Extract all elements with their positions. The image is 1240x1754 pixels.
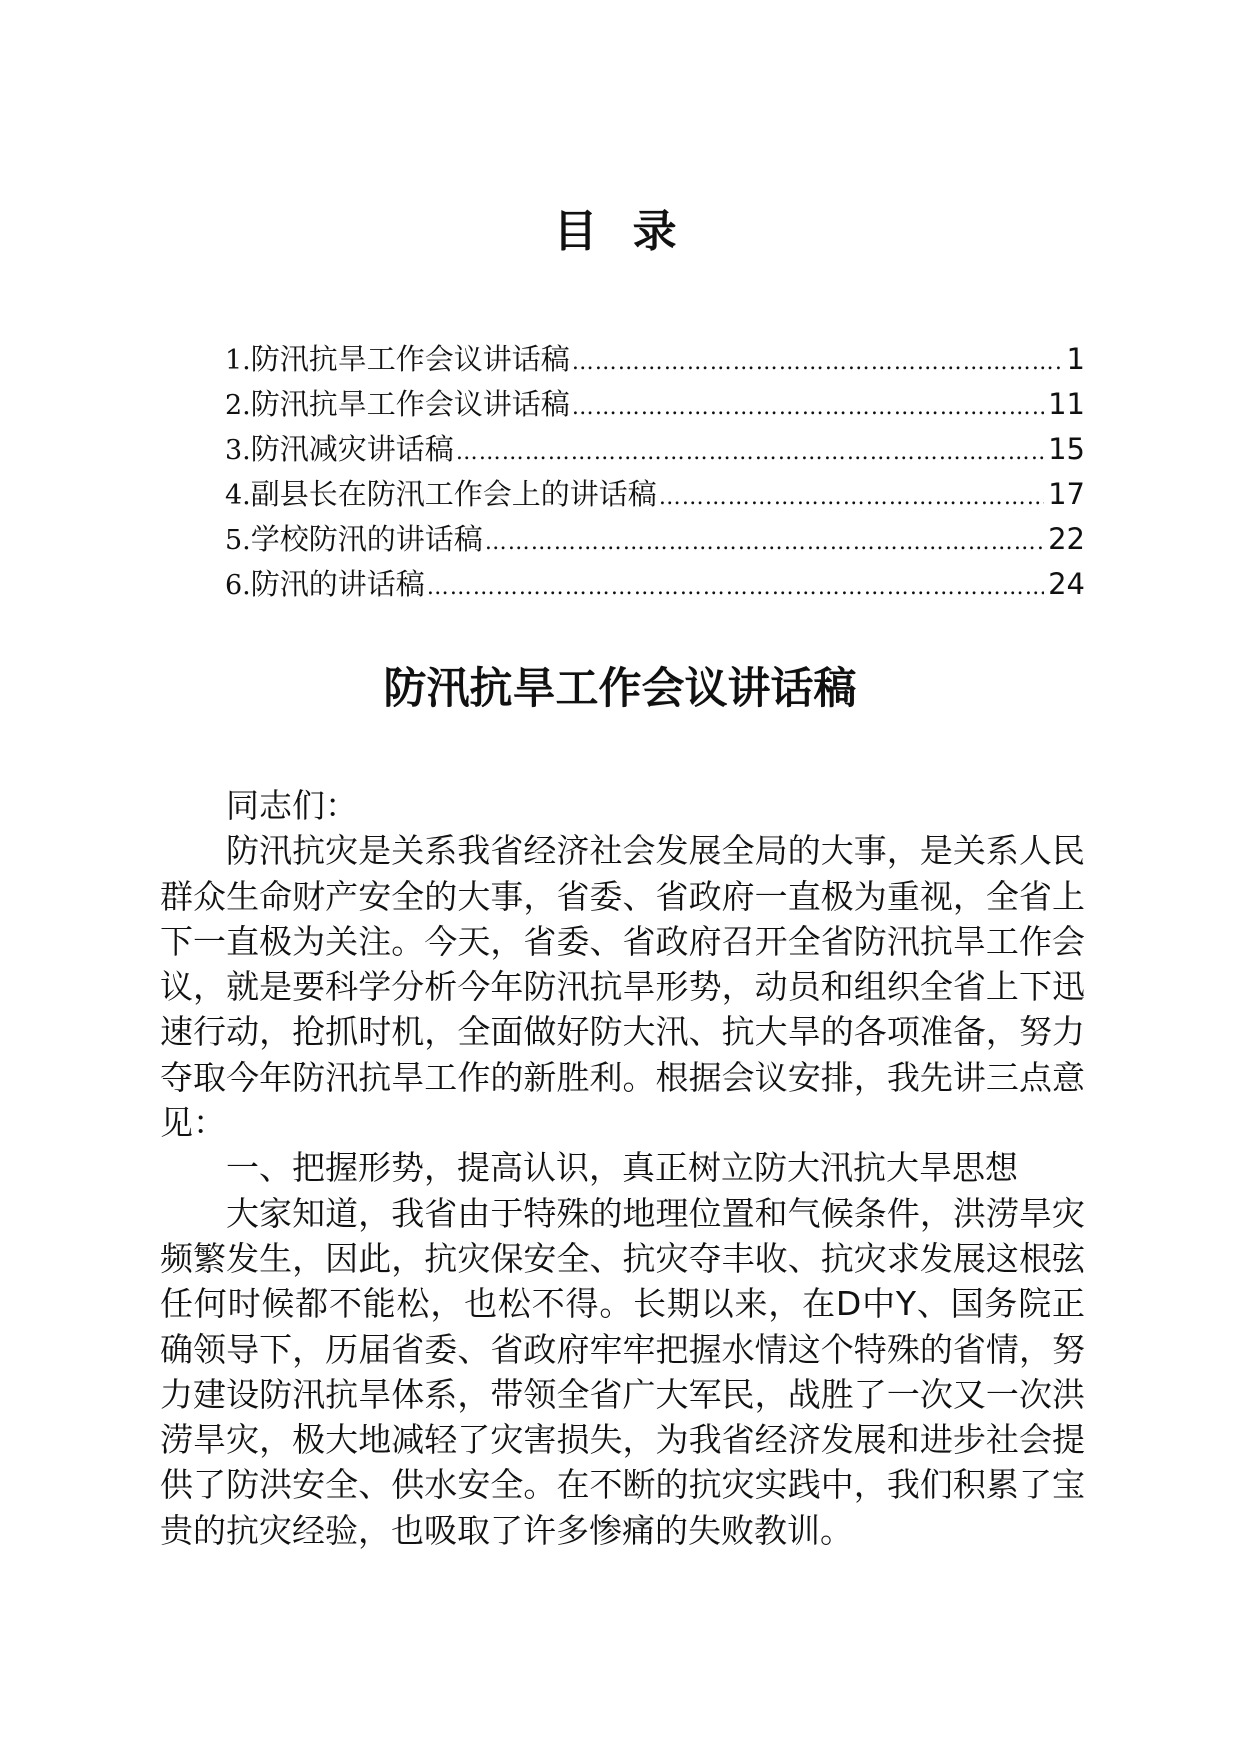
toc-leader-dots — [572, 385, 1044, 430]
toc-item-title: 防汛抗旱工作会议讲话稿 — [250, 387, 570, 421]
toc-leader-dots — [456, 430, 1044, 475]
toc-item-page: 11 — [1048, 387, 1085, 421]
toc-leader-dots — [485, 520, 1044, 565]
toc-leader-dots — [659, 475, 1044, 520]
toc-item[interactable] — [225, 427, 1085, 472]
toc-item[interactable] — [225, 337, 1085, 382]
toc-item-page: 17 — [1048, 477, 1085, 511]
toc-item-number: 5. — [225, 525, 251, 556]
toc-item-title: 学校防汛的讲话稿 — [250, 522, 483, 556]
toc-item-number: 3. — [225, 435, 251, 466]
toc-list — [225, 337, 1085, 607]
toc-item-page: 1 — [1066, 342, 1085, 376]
article-title: 防汛抗旱工作会议讲话稿 — [383, 664, 857, 714]
toc-leader-dots — [427, 565, 1044, 610]
toc-item-title: 防汛抗旱工作会议讲话稿 — [250, 342, 570, 376]
toc-item-number: 2. — [225, 390, 251, 421]
toc-item[interactable] — [225, 382, 1085, 427]
toc-item-number: 1. — [225, 345, 251, 376]
body-paragraph: 防汛抗灾是关系我省经济社会发展全局的大事，是关系人民群众生命财产安全的大事，省委、省政府一直极为重视，全省上下一直极为关注。今天，省委、省政府召开全省防汛抗旱工作会议，就是要科学分析今年防汛抗旱形势，动员和组织全省上下迅速行动，抢抓时机，全面做好防大汛、抗大旱的各项准备，努力夺取今年防汛抗旱工作的新胜利。根据会议安排，我先讲三点意见： — [160, 831, 1085, 1143]
toc-item[interactable] — [225, 517, 1085, 562]
toc-item[interactable] — [225, 472, 1085, 517]
toc-item-page: 22 — [1048, 522, 1085, 556]
toc-item-page: 24 — [1048, 567, 1085, 601]
toc-item-title: 副县长在防汛工作会上的讲话稿 — [250, 477, 657, 511]
salutation-paragraph: 同志们： — [226, 786, 358, 825]
toc-leader-dots — [572, 340, 1063, 385]
toc-item-page: 15 — [1048, 432, 1085, 466]
toc-item[interactable] — [225, 562, 1085, 607]
toc-item-number: 6. — [225, 570, 251, 601]
article-body — [160, 783, 1085, 1553]
toc-item-title: 防汛减灾讲话稿 — [250, 432, 454, 466]
toc-title: 目 录 — [553, 206, 687, 257]
body-paragraph: 大家知道，我省由于特殊的地理位置和气候条件，洪涝旱灾频繁发生，因此，抗灾保安全、抗灾夺丰收、抗灾求发展这根弦任何时候都不能松，也松不得。长期以来，在D中Y、国务院正确领导下，历届省委、省政府牢牢把握水情这个特殊的省情，努力建设防汛抗旱体系，带领全省广大军民，战胜了一次又一次洪涝旱灾，极大地减轻了灾害损失，为我省经济发展和进步社会提供了防洪安全、供水安全。在不断的抗灾实践中，我们积累了宝贵的抗灾经验，也吸取了许多惨痛的失败教训。 — [160, 1193, 1085, 1550]
toc-item-number: 4. — [225, 480, 251, 511]
toc-item-title: 防汛的讲话稿 — [250, 567, 425, 601]
section-heading: 一、把握形势，提高认识，真正树立防大汛抗大旱思想 — [226, 1148, 1018, 1188]
